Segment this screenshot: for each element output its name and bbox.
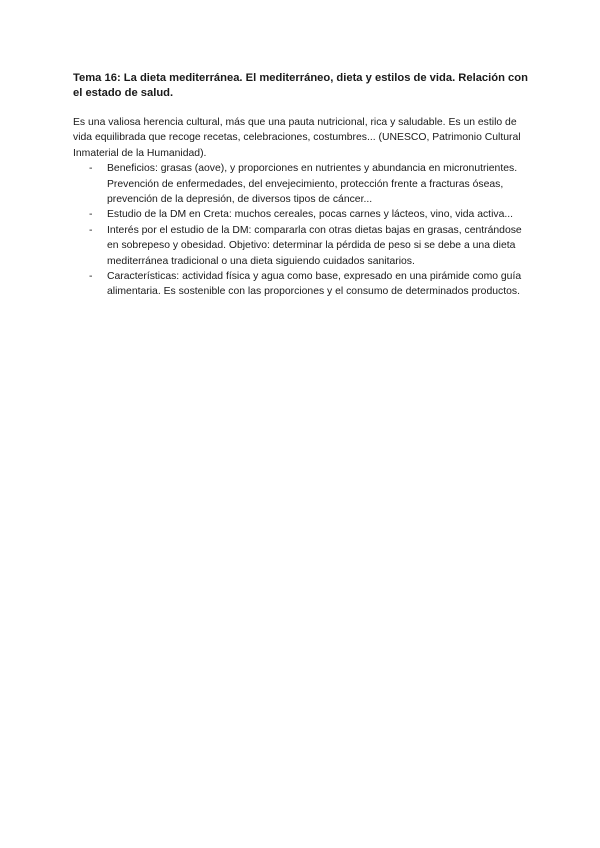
bullet-text: Estudio de la DM en Creta: muchos cereales, pocas carnes y lácteos, vino, vida activa...: [107, 209, 514, 221]
bullet-list: [73, 161, 533, 300]
list-item: [73, 223, 533, 269]
bullet-text: Interés por el estudio de la DM: compararla con otras dietas bajas en grasas, centrándose en sobrepeso y obesidad. Objetivo: determinar la pérdida de peso si se debe a una dieta mediterránea tradicional o una dieta siguiendo cuidados sanitarios.: [107, 224, 522, 267]
bullet-text: Beneficios: grasas (aove), y proporciones en nutrientes y abundancia en micronutrientes. Prevención de enfermedades, del envejecimiento, protección frente a fracturas óseas, prevención de la depresión, de diversos tipos de cáncer...: [107, 163, 518, 206]
intro-paragraph: Es una valiosa herencia cultural, más que una pauta nutricional, rica y saludable. Es un estilo de vida equilibrada que recoge recetas, celebraciones, costumbres... (UNESCO, Patrimonio Cultural Inmaterial de la Humanidad).: [73, 117, 521, 159]
bullet-marker: -: [89, 209, 93, 221]
document-page: [73, 71, 533, 300]
document-title: Tema 16: La dieta mediterránea. El mediterráneo, dieta y estilos de vida. Relación con el estado de salud.: [73, 72, 528, 99]
bullet-marker: -: [89, 271, 93, 283]
bullet-marker: -: [89, 224, 93, 236]
bullet-text: Características: actividad física y agua como base, expresado en una pirámide como guía alimentaria. Es sostenible con las proporciones y el consumo de determinados productos.: [107, 271, 522, 298]
list-item: [73, 161, 533, 207]
bullet-marker: -: [89, 163, 93, 175]
list-item: [73, 207, 533, 222]
list-item: [73, 269, 533, 300]
